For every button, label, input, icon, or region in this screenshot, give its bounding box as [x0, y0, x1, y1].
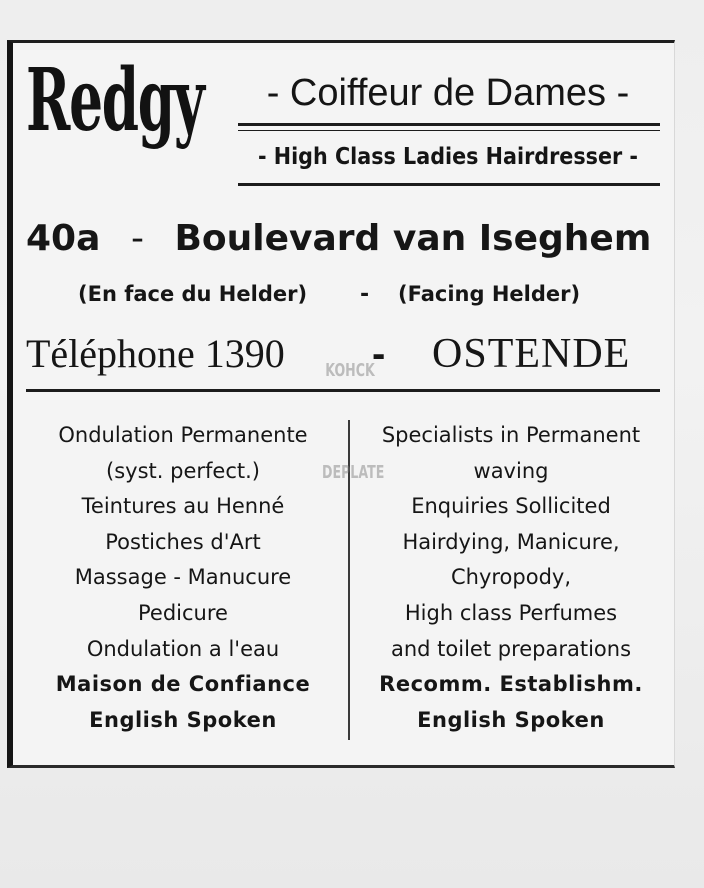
service-item: Hairdying, Manicure, — [402, 529, 620, 554]
services-french-column — [16, 418, 350, 738]
address-separator: - — [130, 218, 144, 259]
street-address — [26, 218, 660, 259]
service-item: Pedicure — [138, 600, 228, 625]
location-note-separator: - — [360, 282, 370, 307]
tagline-english: - High Class Ladies Hairdresser - — [257, 144, 639, 170]
service-item: waving — [473, 458, 549, 483]
service-item: Ondulation a l'eau — [86, 636, 280, 661]
tagline-rule-1 — [238, 123, 660, 126]
service-item: Chyropody, — [450, 565, 572, 590]
watermark-line-1: KOHCK — [325, 360, 375, 381]
street-number: 40a — [26, 218, 101, 259]
watermark-line-2: DEPLATE — [322, 462, 385, 483]
service-item: Postiches d'Art — [105, 529, 261, 554]
service-item: and toilet preparations — [390, 636, 632, 661]
service-item: English Spoken — [89, 707, 277, 732]
street-name: Boulevard van Iseghem — [174, 218, 652, 259]
services-english-column — [350, 418, 672, 738]
location-note-french: (En face du Helder) — [78, 282, 308, 306]
tagline-french: - Coiffeur de Dames - — [266, 72, 630, 114]
location-note-english: (Facing Helder) — [398, 282, 581, 306]
service-item: Specialists in Permanent — [381, 423, 641, 447]
service-item: (syst. perfect.) — [106, 458, 260, 483]
service-item: Massage - Manucure — [74, 565, 292, 590]
contact-separator: - — [372, 332, 386, 376]
service-item: Enquiries Sollicited — [411, 494, 611, 519]
tagline-rule-3 — [238, 183, 660, 186]
service-item: Maison de Confiance — [55, 672, 311, 697]
service-item: English Spoken — [417, 707, 605, 732]
section-divider — [26, 389, 660, 392]
brand-logo: Redgy — [26, 50, 204, 151]
service-item: Recomm. Establishm. — [379, 672, 643, 697]
service-item: Teintures au Henné — [81, 494, 285, 519]
telephone-number: Téléphone 1390 — [26, 331, 285, 376]
service-item: High class Perfumes — [404, 600, 618, 625]
tagline-rule-2 — [238, 130, 660, 131]
service-item: Ondulation Permanente — [58, 423, 308, 447]
city-name: OSTENDE — [432, 331, 631, 377]
